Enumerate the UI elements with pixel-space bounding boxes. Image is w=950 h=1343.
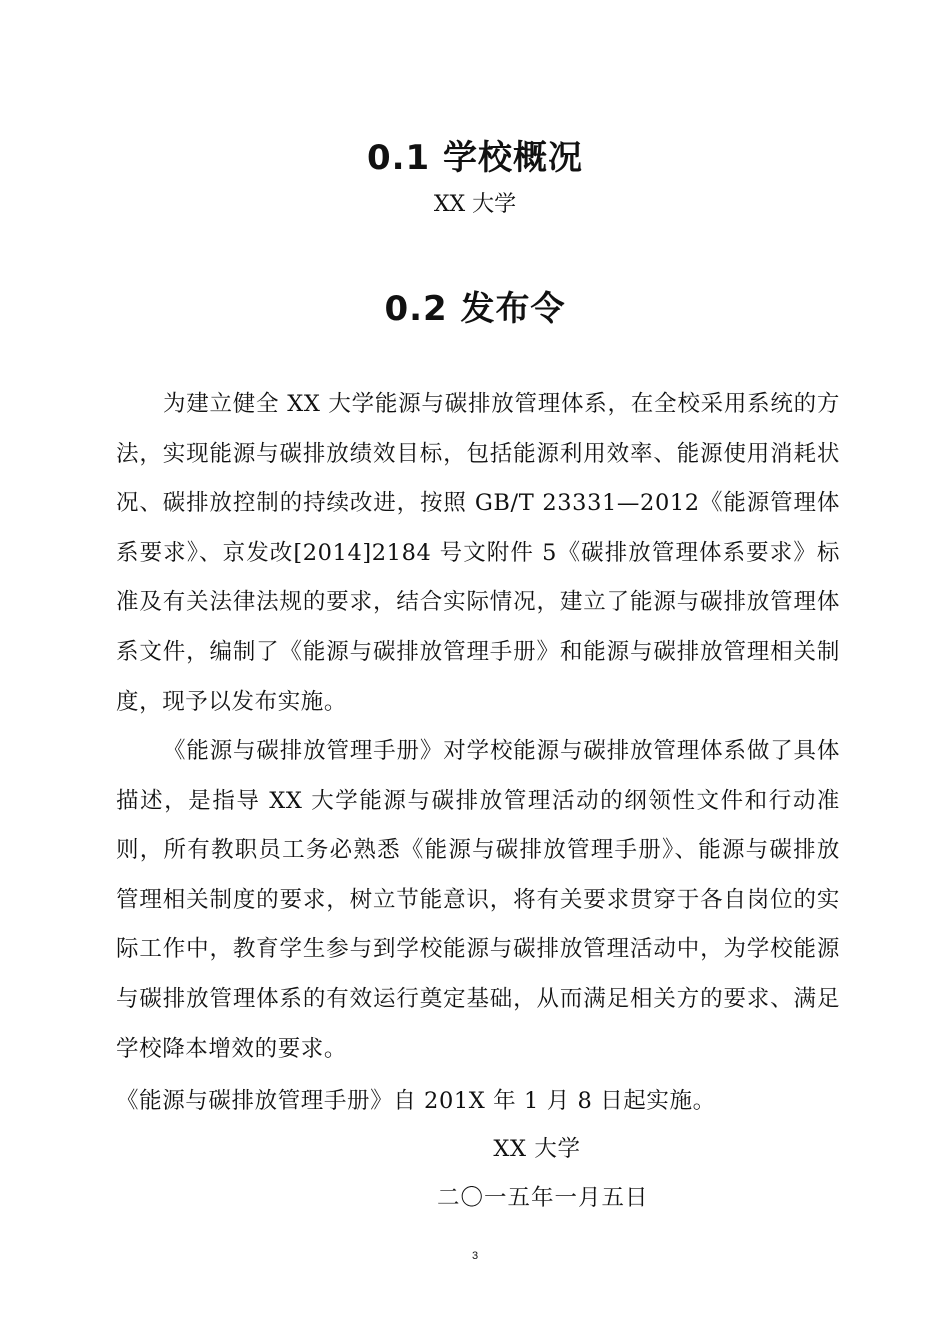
body-paragraph: 《能源与碳排放管理手册》对学校能源与碳排放管理体系做了具体描述，是指导 XX 大学能源与碳排放管理活动的纲领性文件和行动准则，所有教职员工务必熟悉《能源与碳排放管理手册》、能源与碳排放管理相关制度的要求，树立节能意识，将有关要求贯穿于各自岗位的实际工作中，教育学生参与到学校能源与碳排放管理活动中，为学校能源与碳排放管理体系的有效运行奠定基础，从而满足相关方的要求、满足学校降本增效的要求。	[116, 738, 840, 1062]
signature-organization: XX 大学	[493, 1136, 581, 1162]
section-heading-school-overview: 0.1 学校概况	[366, 138, 584, 178]
school-name: XX 大学	[433, 192, 517, 217]
signature-date: 二〇一五年一月五日	[437, 1185, 649, 1211]
section-heading-release-order: 0.2 发布令	[384, 289, 566, 329]
body-paragraph: 为建立健全 XX 大学能源与碳排放管理体系，在全校采用系统的方法，实现能源与碳排放绩效目标，包括能源利用效率、能源使用消耗状况、碳排放控制的持续改进，按照 GB/T 23331—2012《能源管理体系要求》、京发改[2014]2184 号文附件 5《碳排放管理体系要求》标准及有关法律法规的要求，结合实际情况，建立了能源与碳排放管理体系文件，编制了《能源与碳排放管理手册》和能源与碳排放管理相关制度，现予以发布实施。	[116, 391, 840, 715]
effective-date-paragraph: 《能源与碳排放管理手册》自 201X 年 1 月 8 日起实施。	[116, 1088, 716, 1114]
page-number: 3	[471, 1250, 479, 1262]
